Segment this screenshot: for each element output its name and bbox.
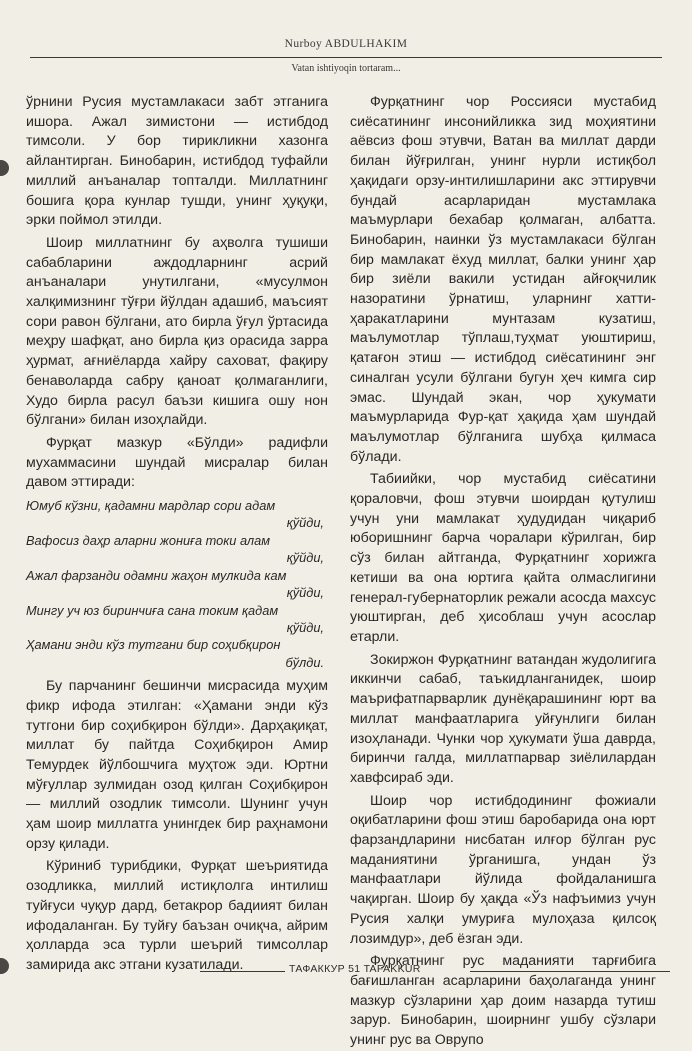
paragraph: Бу парчанинг бешинчи мисрасида муҳим фикр ифода этилган: «Ҳамани энди кўз тутгони бир соҳибқирон бўлди». Дарҳақиқат, миллат бу пайтда Соҳибқирон Амир Темурдек йўлбошчига муҳтож эди. Юртни мўғуллар зулмидан озод қилган Соҳибқирон — миллий озодлик тимсоли. Шунинг учун ҳам шоир миллатга унингдек бир раҳнамони орзу қилади.	[26, 678, 328, 852]
paragraph: Шоир чор истибдодининг фожиали оқибатларини фош этиш баробарида она юрт фарзандларини нисбатан илғор бўлган рус маданиятини ўрганишга, ундан ўз манфаатлари йўлида фойдаланишга чақирган. Шоир бу ҳақда «Ўз нафъимиз учун Русия халқи умуриға мулоҳаза қилсоқ лозимдур», деб ёзган эди.	[350, 792, 656, 947]
binder-hole-bottom	[0, 958, 9, 974]
paragraph: Фурқат мазкур «Бўлди» радифли мухаммасини шундай мисралар билан давом эттиради:	[26, 434, 328, 491]
header-rule	[30, 57, 662, 58]
verse-line-end: қўйди,	[286, 515, 324, 531]
paragraph: Зокиржон Фурқатнинг ватандан жудолигига иккинчи сабаб, таъкидланганидек, шоир маърифатпарварлик дунёқарашининг юрт ва миллат манфаатларига уйғунлиги билан изоҳланади. Чунки чор ҳукумати ўша даврда, биринчи галда, миллатпарвар зиёлилардан хавфсираб эди.	[350, 651, 656, 786]
verse-line: Ҳамани энди кўз тутгани бир соҳибқирон	[26, 637, 281, 653]
verse-line: Ажал фарзанди одамни жаҳон мулкида кам	[26, 567, 287, 583]
article-subtitle: Vatan ishtiyoqin tortaram...	[291, 63, 401, 74]
verse-line: Юмуб кўзни, қадамни мардлар сори адам	[26, 498, 276, 514]
verse-line-end: қўйди,	[286, 550, 324, 566]
paragraph: Фурқатнинг чор Россияси мустабид сиёсатининг инсонийликка зид моҳиятини аёвсиз фош этувчи, Ватан ва миллат дарди билан йўғрилган, унинг нурли истиқбол ҳақидаги орзу-интилишларини акс эттирувчи бундай асарларидан мустамлака маъмурлари бехабар қолмаган, албатта. Бинобарин, наинки ўз мустамлакаси бўлган бир мамлакат ёхуд миллат, балки унинг ҳар бир зиёли вакили устидан айғоқчилик назоратини ўрнатиш, уларнинг хатти-ҳаракатларини мунтазам кузатиш, маълумотлар тўплаш,туҳмат уюштириш, қатағон этиш — истибдод сиёсатининг энг синалган усули бўлгани бугун ҳеч кимга сир эмас. Шундай экан, чор ҳукумати маъмурларида Фур-қат ҳақида ҳам шундай маълумотлар бўлганига шубҳа қилмаса бўлади.	[350, 94, 656, 465]
poem-stanza	[26, 497, 328, 671]
verse-line-end: бўлди.	[285, 654, 324, 670]
verse-line: Мингу уч юз биринчиға сана токим қадам	[26, 602, 279, 618]
footer-journal-page-number: ТАФАККУР 51 TAFAKKUR	[289, 963, 421, 975]
running-header	[30, 38, 662, 74]
page-footer	[30, 963, 662, 979]
paragraph: Кўриниб турибдики, Фурқат шеъриятида озодликка, миллий истиқлолга интилиш туйғуси чуқур дард, бетакрор бадиият билан ифодаланган. Бу туйғу баъзан очиқча, айрим ҳолларда эса турли шеърий тимсоллар замирида акс этгани кузатилади.	[26, 858, 328, 973]
footer-rule-left	[200, 971, 285, 972]
footer-rule-right	[470, 971, 670, 972]
paragraph: ўрнини Русия мустамлакаси забт этганига ишора. Ажал зимистони — истибдод тимсоли. У бор тирикликни хазонга айлантирган. Бинобарин, истибдод туфайли миллий анъаналар топталди. Миллатнинг бошига қора кунлар тушди, унинг ҳуқуқи, эрки поймол этилди.	[26, 94, 328, 229]
paragraph: Шоир миллатнинг бу аҳволга тушиши сабабларини аждодларнинг асрий анъаналари унутилгани, «мусулмон халқимизнинг тўғри йўлдан адашиб, маъсият сори равон бўлгани, ато бирла ўғул ўртасида меҳру шафқат, ано бирла қиз орасида зарра ҳурмат, ағниёларда хайру саховат, фақиру бенаволарда сабру қаноат қолмаганлиги, Худо бирла расул баъзи кишига ошу нон бўлгани» билан изоҳлайди.	[26, 234, 328, 429]
author-name: Nurboy ABDULHAKIM	[284, 38, 408, 50]
right-column	[350, 93, 656, 1051]
paragraph: Табиийки, чор мустабид сиёсатини қораловчи, фош этувчи шоирдан қутулиш учун уни мамлакат ҳудудидан чиқариб юборишнинг барча чоралари кўрилган, бир сўз билан айтганда, Фурқатнинг хорижга кетиши ва она юртига қайта олмаслигини генерал-губернаторлик режали асосда махсус уюштирган, деб ҳисоблаш учун асослар етарли.	[350, 471, 656, 645]
paragraph: Фурқатнинг рус маданияти тарғибига бағишланган асарларини баҳолаганда унинг мазкур сўзларини ҳар доим назарда тутиш зарур. Бинобарин, шоирнинг ушбу сўзлари унинг рус ва Оврупо	[350, 953, 656, 1049]
left-column	[26, 93, 328, 976]
verse-line: Вафосиз даҳр аларни жониға токи алам	[26, 532, 271, 548]
verse-line-end: қўйди,	[286, 619, 324, 635]
binder-hole-top	[0, 160, 9, 176]
verse-line-end: қўйди,	[286, 585, 324, 601]
